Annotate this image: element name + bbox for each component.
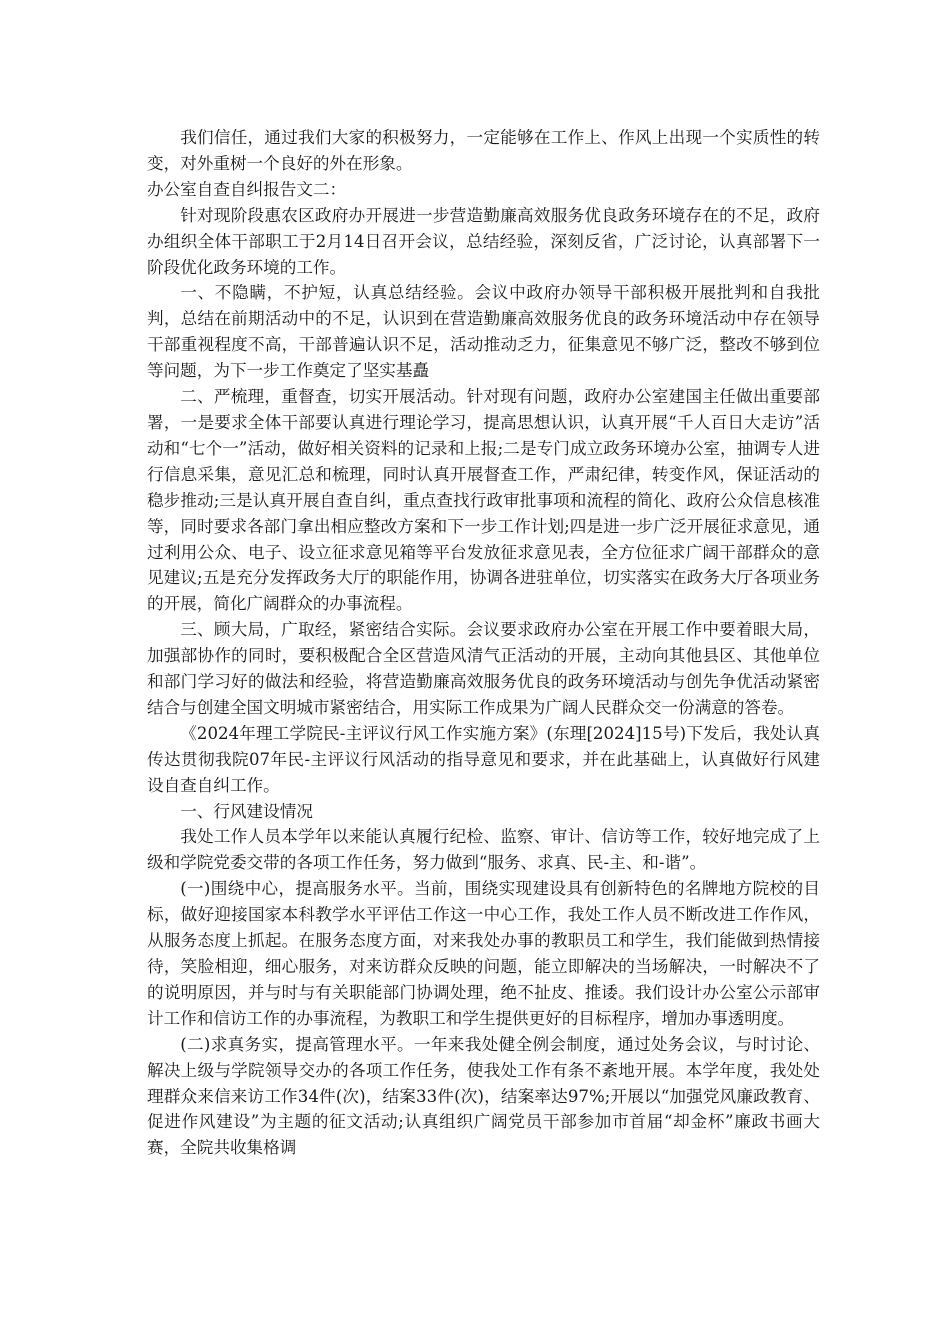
paragraph: 我处工作人员本学年以来能认真履行纪检、监察、审计、信访等工作，较好地完成了上级和学院党委交带的各项工作任务，努力做到“服务、求真、民-主、和-谐”。 xyxy=(147,827,820,873)
paragraph: 《2024年理工学院民-主评议行风工作实施方案》(东理[2024]15号)下发后，我处认真传达贯彻我院07年民-主评议行风活动的指导意见和要求，并在此基础上，认真做好行风建设自查自纠工作。 xyxy=(147,723,820,795)
section-heading: 办公室自查自纠报告文二： xyxy=(147,179,347,199)
subsection-heading: 一、行风建设情况 xyxy=(180,801,313,821)
paragraph: 我们信任，通过我们大家的积极努力，一定能够在工作上、作风上出现一个实质性的转变，对外重树一个良好的外在形象。 xyxy=(147,128,820,173)
document-page xyxy=(147,125,820,1161)
paragraph: 一、不隐瞒，不护短，认真总结经验。会议中政府办领导干部积极开展批判和自我批判，总结在前期活动中的不足，认识到在营造勤廉高效服务优良的政务环境活动中存在领导干部重视程度不高，干部普遍认识不足，活动推动乏力，征集意见不够广泛，整改不够到位等问题，为下一步工作奠定了坚实基矗 xyxy=(147,283,820,381)
paragraph: 针对现阶段惠农区政府办开展进一步营造勤廉高效服务优良政务环境存在的不足，政府办组织全体干部职工于2月14日召开会议，总结经验，深刻反省，广泛讨论，认真部署下一阶段优化政务环境的工作。 xyxy=(147,205,820,277)
paragraph: (二)求真务实，提高管理水平。一年来我处健全例会制度，通过处务会议，与时讨论、解决上级与学院领导交办的各项工作任务，使我处工作有条不紊地开展。本学年度，我处处理群众来信来访工作34件(次)，结案33件(次)，结案率达97%;开展以“加强党风廉政教育、促进作风建设”为主题的征文活动;认真组织广阔党员干部参加市首届“却金杯”廉政书画大赛，全院共收集格调 xyxy=(147,1034,820,1158)
paragraph: (一)围绕中心，提高服务水平。当前，围绕实现建设具有创新特色的名牌地方院校的目标，做好迎接国家本科教学水平评估工作这一中心工作，我处工作人员不断改进工作作风，从服务态度上抓起。在服务态度方面，对来我处办事的教职员工和学生，我们能做到热情接待，笑脸相迎，细心服务，对来访群众反映的问题，能立即解决的当场解决，一时解决不了的说明原因，并与时与有关职能部门协调处理，绝不扯皮、推诿。我们设计办公室公示部审计工作和信访工作的办事流程，为教职工和学生提供更好的目标程序，增加办事透明度。 xyxy=(147,879,820,1028)
paragraph: 二、严梳理，重督查，切实开展活动。针对现有问题，政府办公室建国主任做出重要部署，一是要求全体干部要认真进行理论学习，提高思想认识，认真开展“千人百日大走访”活动和“七个一”活动，做好相关资料的记录和上报;二是专门成立政务环境办公室，抽调专人进行信息采集，意见汇总和梳理，同时认真开展督查工作，严肃纪律，转变作风，保证活动的稳步推动;三是认真开展自查自纠，重点查找行政审批事项和流程的简化、政府公众信息核准等，同时要求各部门拿出相应整改方案和下一步工作计划;四是进一步广泛开展征求意见，通过利用公众、电子、设立征求意见箱等平台发放征求意见表，全方位征求广阔干部群众的意见建议;五是充分发挥政务大厅的职能作用，协调各进驻单位，切实落实在政务大厅各项业务的开展，简化广阔群众的办事流程。 xyxy=(147,387,820,614)
paragraph: 三、顾大局，广取经，紧密结合实际。会议要求政府办公室在开展工作中要着眼大局，加强部协作的同时，要积极配合全区营造风清气正活动的开展，主动向其他县区、其他单位和部门学习好的做法和经验，将营造勤廉高效服务优良的政务环境活动与创先争优活动紧密结合与创建全国文明城市紧密结合，用实际工作成果为广阔人民群众交一份满意的答卷。 xyxy=(147,620,820,717)
